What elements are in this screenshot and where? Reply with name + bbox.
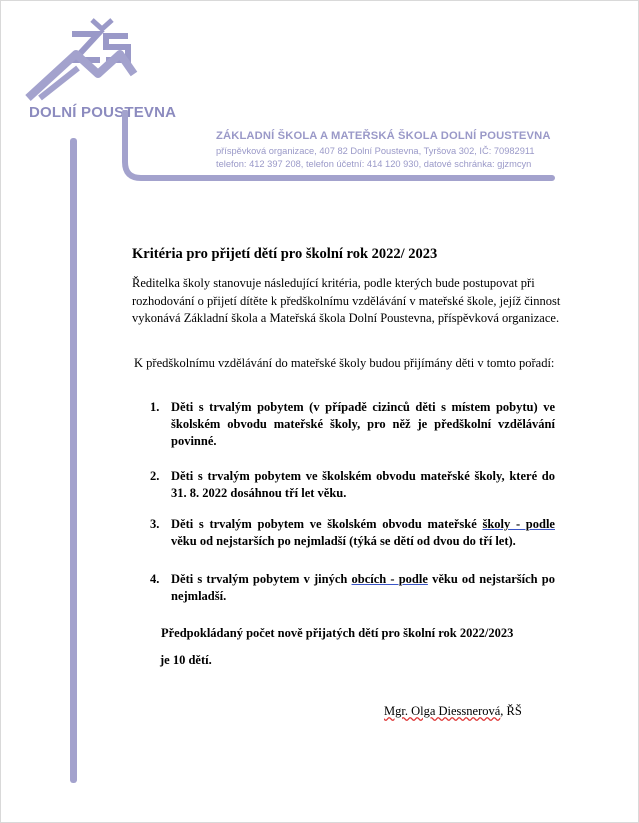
school-logo-icon <box>22 16 142 106</box>
school-address: příspěvková organizace, 407 82 Dolní Poustevna, Tyršova 302, IČ: 70982911 <box>216 146 535 156</box>
grammar-underline: obcích - podle <box>351 572 428 586</box>
criterion-item <box>150 571 555 605</box>
criterion-text-part: Děti s trvalým pobytem v jiných <box>171 572 352 586</box>
document-title: Kritéria pro přijetí dětí pro školní rok 2022/ 2023 <box>132 246 438 262</box>
criterion-item <box>150 516 555 550</box>
intro-paragraph: Ředitelka školy stanovuje následující kritéria, podle kterých bude postupovat při rozhodování o přijetí dítěte k předškolnímu vzdělávání v mateřské škole, jejíž činnost vykonává Základní škola a Mateřská škola Dolní Poustevna, příspěvková organizace. <box>132 276 561 325</box>
school-contact: telefon: 412 397 208, telefon účetní: 414 120 930, datové schránka: gjzmcyn <box>216 159 532 169</box>
order-intro: K předškolnímu vzdělávání do mateřské školy budou přijímány děti v tomto pořadí: <box>134 356 555 370</box>
criterion-text <box>171 516 555 550</box>
criterion-item <box>150 399 555 450</box>
grammar-underline: školy - podle <box>482 517 555 531</box>
criterion-text: Děti s trvalým pobytem ve školském obvodu mateřské školy, které do 31. 8. 2022 dosáhnou tří let věku. <box>171 469 555 500</box>
school-name: ZÁKLADNÍ ŠKOLA A MATEŘSKÁ ŠKOLA DOLNÍ POUSTEVNA <box>216 130 551 142</box>
expected-count-label: Předpokládaný počet nově přijatých dětí pro školní rok 2022/2023 <box>161 626 514 640</box>
criterion-text-part: Děti s trvalým pobytem ve školském obvodu mateřské <box>171 517 483 531</box>
logo-text: DOLNÍ POUSTEVNA <box>29 104 177 121</box>
vertical-bar <box>70 138 77 783</box>
criterion-number: 1. <box>150 400 160 414</box>
criterion-item <box>150 468 555 502</box>
criterion-number: 4. <box>150 572 160 586</box>
signature-suffix: , ŘŠ <box>500 704 522 718</box>
criterion-number: 2. <box>150 469 160 483</box>
signature-name: Mgr. Olga Diessnerová <box>384 704 501 718</box>
criterion-number: 3. <box>150 517 160 531</box>
expected-count-value: je 10 dětí. <box>160 653 212 667</box>
criterion-text: Děti s trvalým pobytem (v případě cizinců děti s místem pobytu) ve školském obvodu mateřské školy, pro něž je předškolní vzdělávání povinné. <box>171 400 555 448</box>
criterion-text-part: věku od nejstarších po nejmladší. <box>171 572 555 603</box>
criterion-text <box>171 571 555 605</box>
signature <box>384 704 522 719</box>
criterion-text-part: věku od nejstarších po nejmladší (týká se dětí od dvou do tří let). <box>171 534 516 548</box>
